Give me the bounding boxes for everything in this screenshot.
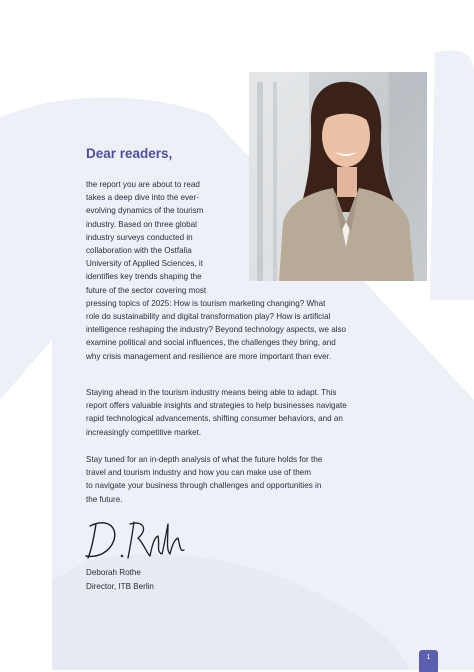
- text-line: increasingly competitive market.: [86, 427, 202, 437]
- text-line: collaboration with the Ostfalia: [86, 246, 192, 256]
- text-line: industry surveys conducted in: [86, 232, 193, 242]
- letter-paragraph-1: [86, 178, 396, 363]
- letter-heading: Dear readers,: [86, 146, 173, 161]
- text-line: the future.: [86, 494, 123, 504]
- signatory-name: Deborah Rothe: [86, 568, 141, 577]
- text-line: identifies key trends shaping the: [86, 272, 202, 282]
- text-line: University of Applied Sciences, it: [86, 259, 203, 269]
- text-line: Stay tuned for an in-depth analysis of what the future holds for the: [86, 455, 323, 464]
- text-line: the report you are about to read: [86, 180, 200, 189]
- text-line: industry. Based on three global: [86, 219, 197, 229]
- text-line: why crisis management and resilience are more important than ever.: [86, 351, 332, 361]
- text-line: takes a deep dive into the ever-: [86, 193, 199, 203]
- text-line: examine political and social influences, the challenges they bring, and: [86, 338, 336, 348]
- page-number-badge: 1: [419, 650, 438, 672]
- letter-paragraph-2: [86, 386, 396, 439]
- text-line: rapid technological advancements, shifting consumer behaviors, and an: [86, 414, 343, 424]
- signatory-title: Director, ITB Berlin: [86, 582, 154, 591]
- text-line: evolving dynamics of the tourism: [86, 206, 204, 216]
- text-line: role do sustainability and digital transformation play? How is artificial: [86, 312, 331, 322]
- handwritten-signature: [84, 516, 188, 564]
- text-line: to navigate your business through challenges and opportunities in: [86, 481, 322, 491]
- letter-paragraph-3: [86, 453, 396, 506]
- text-line: future of the sector covering most: [86, 285, 207, 295]
- text-line: travel and tourism industry and how you can make use of them: [86, 468, 311, 478]
- text-line: report offers valuable insights and strategies to help businesses navigate: [86, 401, 347, 411]
- text-line: Staying ahead in the tourism industry means being able to adapt. This: [86, 388, 337, 397]
- text-line: intelligence reshaping the industry? Beyond technology aspects, we also: [86, 325, 347, 335]
- text-line: pressing topics of 2025: How is tourism marketing changing? What: [86, 298, 326, 308]
